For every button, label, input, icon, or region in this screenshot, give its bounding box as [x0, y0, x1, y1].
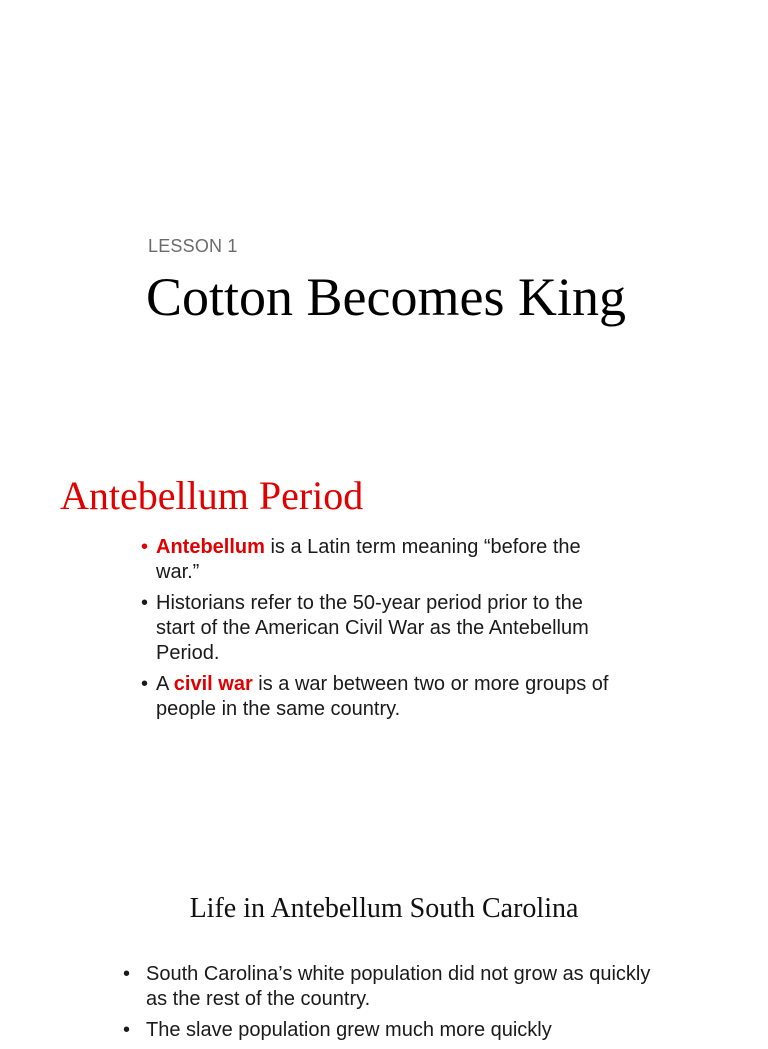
bullet-dot: •	[123, 963, 131, 985]
term-highlight: civil war	[173, 673, 253, 695]
slide-title: Life in Antebellum South Carolina	[189, 893, 579, 924]
bullet-dot: •	[141, 536, 149, 558]
list-item	[120, 962, 660, 1012]
bullet-text: is a war between two or more groups of people in the same country.	[156, 673, 609, 720]
term-highlight: Antebellum	[156, 536, 265, 558]
bullet-text: is a Latin term meaning “before the war.”	[156, 536, 581, 583]
section-title: Antebellum Period	[60, 473, 364, 518]
bullet-list	[140, 535, 620, 728]
bullet-dot: •	[123, 1019, 131, 1041]
list-item	[140, 591, 620, 666]
list-item	[140, 672, 620, 722]
bullet-text: South Carolina’s white population did not grow as quickly as the rest of the country.	[146, 963, 651, 1010]
list-item	[120, 1018, 660, 1043]
lesson-label: LESSON 1	[148, 236, 238, 256]
bullet-dot: •	[141, 673, 149, 695]
list-item	[140, 535, 620, 585]
bullet-text: The slave population grew much more quickly	[146, 1019, 552, 1041]
bullet-list	[120, 962, 660, 1049]
bullet-dot: •	[141, 592, 149, 614]
lesson-title: Cotton Becomes King	[146, 267, 626, 327]
bullet-prefix: A	[156, 673, 174, 695]
bullet-text: Historians refer to the 50-year period prior to the start of the American Civil War as the Antebellum Period.	[156, 592, 589, 664]
